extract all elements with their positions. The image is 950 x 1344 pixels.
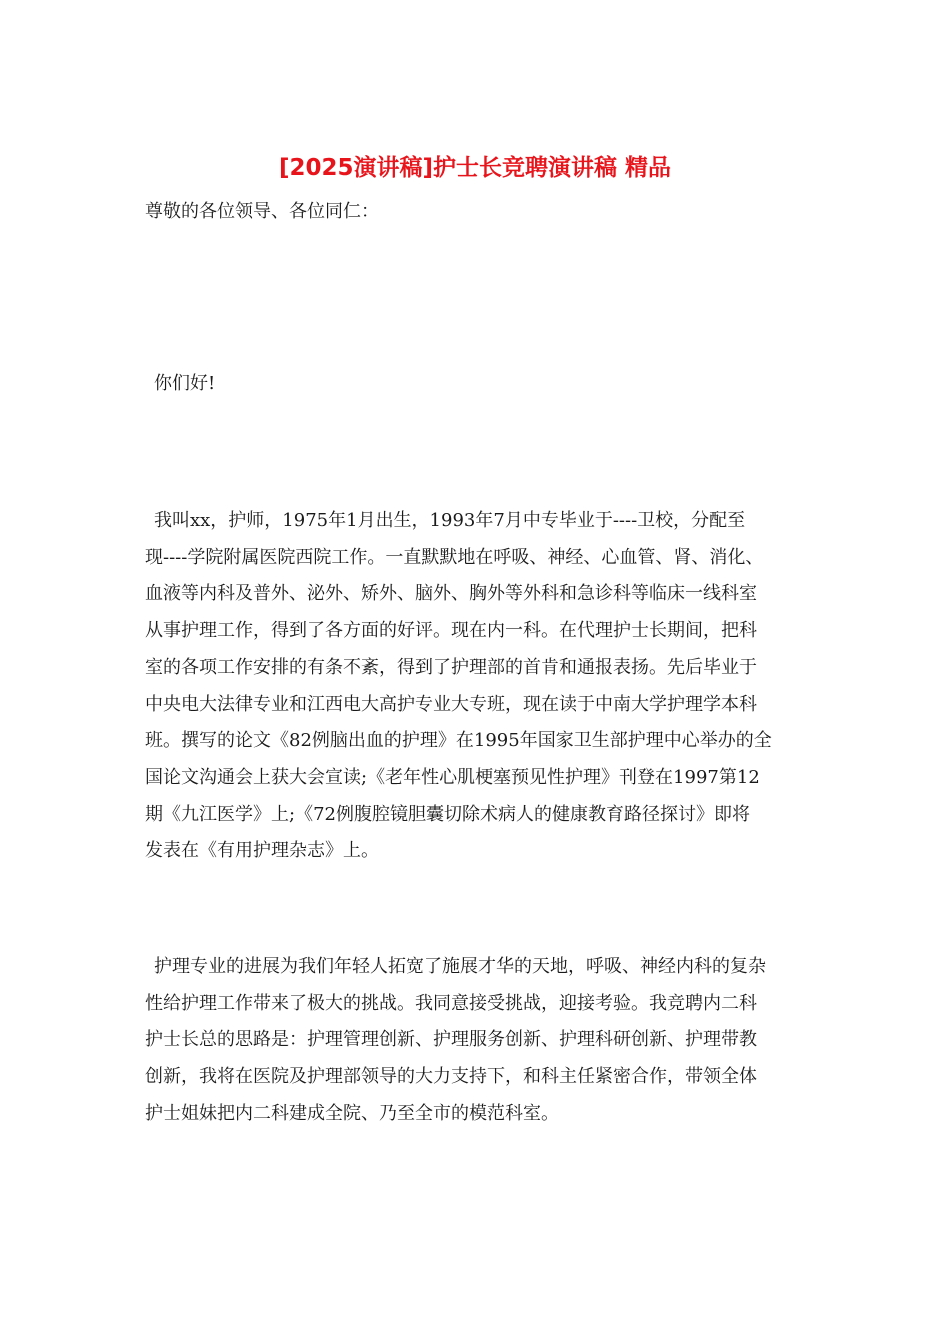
paragraph-line: 中央电大法律专业和江西电大高护专业大专班，现在读于中南大学护理学本科 [145, 693, 757, 715]
paragraph-line: 室的各项工作安排的有条不紊，得到了护理部的首肯和通报表扬。先后毕业于 [145, 656, 757, 678]
paragraph-line: 我叫xx，护师，1975年1月出生，1993年7月中专毕业于----卫校，分配至 [154, 510, 746, 531]
paragraph-line: 期《九江医学》上;《72例腹腔镜胆囊切除术病人的健康教育路径探讨》即将 [145, 803, 750, 825]
paragraph-line: 班。撰写的论文《82例脑出血的护理》在1995年国家卫生部护理中心举办的全 [145, 730, 772, 752]
paragraph-line: 创新，我将在医院及护理部领导的大力支持下，和科主任紧密合作，带领全体 [145, 1066, 757, 1088]
paragraph-line: 血液等内科及普外、泌外、矫外、脑外、胸外等外科和急诊科等临床一线科室 [145, 583, 757, 605]
document-title: [2025演讲稿]护士长竞聘演讲稿 精品 [278, 155, 672, 181]
paragraph-line: 现----学院附属医院西院工作。一直默默地在呼吸、神经、心血管、肾、消化、 [145, 546, 764, 568]
paragraph-introduction [145, 503, 805, 870]
paragraph-line: 国论文沟通会上获大会宣读;《老年性心肌梗塞预见性护理》刊登在1997第12 [145, 766, 760, 788]
greeting: 你们好! [154, 373, 216, 394]
paragraph-line: 性给护理工作带来了极大的挑战。我同意接受挑战，迎接考验。我竞聘内二科 [145, 992, 757, 1014]
paragraph-vision [145, 949, 805, 1133]
paragraph-line: 护理专业的进展为我们年轻人拓宽了施展才华的天地，呼吸、神经内科的复杂 [154, 956, 766, 977]
salutation: 尊敬的各位领导、各位同仁： [145, 201, 379, 222]
paragraph-line: 护士长总的思路是：护理管理创新、护理服务创新、护理科研创新、护理带教 [145, 1029, 757, 1051]
paragraph-line: 从事护理工作，得到了各方面的好评。现在内一科。在代理护士长期间，把科 [145, 620, 757, 642]
paragraph-line: 发表在《有用护理杂志》上。 [145, 840, 379, 862]
paragraph-line: 护士姐妹把内二科建成全院、乃至全市的模范科室。 [145, 1102, 559, 1124]
